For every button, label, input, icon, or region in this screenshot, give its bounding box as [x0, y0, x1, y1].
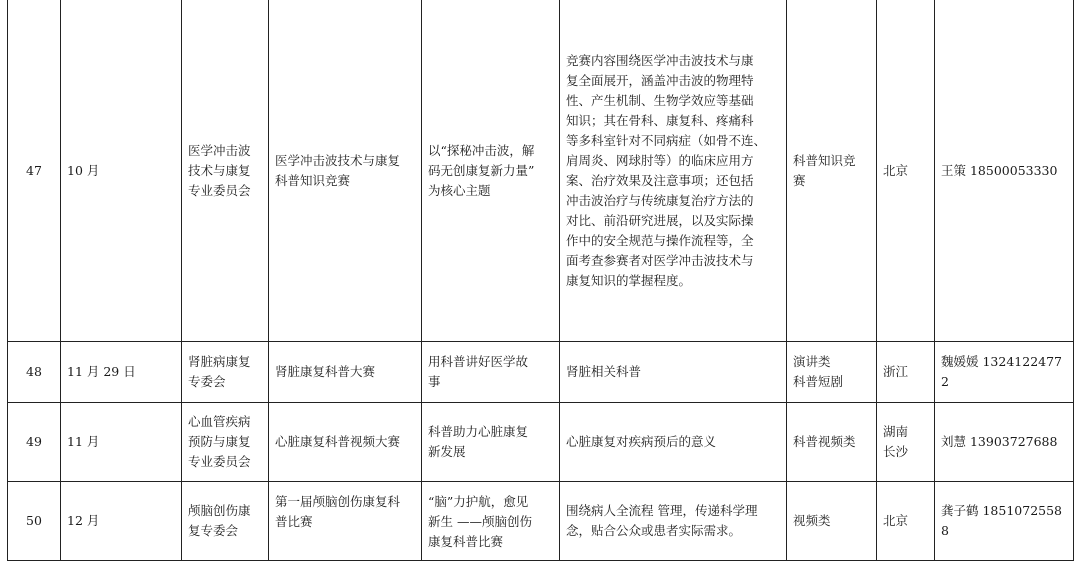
cell-content-line: 面考查参赛者对医学冲击波技术与: [566, 252, 754, 268]
cell-content-line: 围绕病人全流程 管理，传递科学理: [566, 503, 758, 518]
table-row: [8, 482, 1074, 561]
cell-content-line: 作中的安全规范与操作流程等，全: [566, 232, 754, 248]
cell-contact: 刘慧 13903727688: [935, 403, 1074, 482]
cell-content-line: 肩周炎、网球肘等）的临床应用方: [566, 152, 754, 168]
cell-content-line: 知识；其在骨科、康复科、疼痛科: [566, 112, 754, 128]
cell-location-line: 湖南: [883, 424, 909, 439]
cell-type-line: 赛: [793, 172, 806, 188]
cell-organizer-line: 技术与康复: [188, 162, 251, 178]
cell-content-line: 等多科室针对不同病症（如骨不连、: [566, 132, 767, 148]
cell-event-name-line: 心脏康复科普视频大赛: [275, 434, 401, 449]
cell-location: [877, 0, 935, 342]
cell-event-name: [269, 342, 422, 403]
cell-content: [560, 482, 787, 561]
cell-theme-line: 新发展: [428, 444, 466, 459]
cell-theme-line: 为核心主题: [428, 182, 491, 198]
cell-theme: [422, 482, 560, 561]
cell-content: [560, 0, 787, 342]
cell-type-line: 科普知识竞: [793, 152, 856, 168]
cell-theme-line: 用科普讲好医学故: [428, 354, 529, 369]
cell-content-line: 性、产生机制、生物学效应等基础: [566, 92, 754, 108]
cell-event-name-line: 普比赛: [275, 514, 313, 529]
cell-content-line: 对比、前沿研究进展，以及实际操: [566, 212, 754, 228]
cell-date: 11 月: [61, 403, 182, 482]
cell-theme-line: 码无创康复新力量”: [428, 162, 535, 178]
cell-organizer-line: 专业委员会: [188, 454, 251, 469]
cell-event-name-line: 医学冲击波技术与康复: [275, 152, 401, 168]
cell-type-line: 科普短剧: [793, 374, 844, 389]
cell-organizer: [182, 482, 269, 561]
cell-date: 10 月: [61, 0, 182, 342]
cell-content-line: 康复知识的掌握程度。: [566, 272, 692, 288]
cell-type-line: 科普视频类: [793, 434, 856, 449]
cell-type: [787, 482, 877, 561]
cell-event-name: [269, 0, 422, 342]
cell-content: [560, 403, 787, 482]
cell-event-name: [269, 403, 422, 482]
cell-date: 12 月: [61, 482, 182, 561]
cell-content-line: 冲击波治疗与传统康复治疗方法的: [566, 192, 754, 208]
cell-content-line: 心脏康复对疾病预后的意义: [566, 434, 717, 449]
activity-table: [7, 0, 1074, 561]
cell-content-line: 复全面展开，涵盖冲击波的物理特: [566, 72, 754, 88]
cell-type-line: 视频类: [793, 513, 831, 528]
cell-type: [787, 403, 877, 482]
cell-location-line: 北京: [883, 162, 909, 178]
cell-organizer-line: 颅脑创伤康: [188, 503, 251, 518]
cell-theme: [422, 0, 560, 342]
cell-type: [787, 0, 877, 342]
cell-location: [877, 403, 935, 482]
cell-content: [560, 342, 787, 403]
cell-content-line: 念，贴合公众或患者实际需求。: [566, 523, 742, 538]
cell-number: 50: [8, 482, 61, 561]
cell-theme-line: 新生 ——颅脑创伤: [428, 514, 532, 529]
cell-organizer-line: 医学冲击波: [188, 142, 251, 158]
cell-organizer: [182, 403, 269, 482]
cell-organizer-line: 专委会: [188, 374, 226, 389]
table-row: [8, 0, 1074, 342]
cell-organizer: [182, 0, 269, 342]
table-row: [8, 403, 1074, 482]
cell-organizer-line: 预防与康复: [188, 434, 251, 449]
cell-number: 48: [8, 342, 61, 403]
cell-organizer-line: 心血管疾病: [188, 414, 251, 429]
cell-theme-line: 事: [428, 374, 441, 389]
cell-theme-line: 科普助力心脏康复: [428, 424, 529, 439]
cell-type-line: 演讲类: [793, 354, 831, 369]
cell-organizer-line: 专业委员会: [188, 182, 251, 198]
cell-content-line: 肾脏相关科普: [566, 364, 642, 379]
cell-organizer-line: 肾脏病康复: [188, 354, 251, 369]
cell-contact: 魏媛媛 13241224772: [935, 342, 1074, 403]
cell-location: [877, 342, 935, 403]
cell-number: 49: [8, 403, 61, 482]
cell-event-name-line: 肾脏康复科普大赛: [275, 364, 376, 379]
cell-theme: [422, 342, 560, 403]
cell-location-line: 浙江: [883, 364, 909, 379]
cell-event-name-line: 第一届颅脑创伤康复科: [275, 494, 401, 509]
cell-contact: 王策 18500053330: [935, 0, 1074, 342]
table-row: [8, 342, 1074, 403]
cell-theme-line: 以“探秘冲击波，解: [428, 142, 535, 158]
table-body: [8, 0, 1074, 561]
cell-organizer: [182, 342, 269, 403]
cell-event-name-line: 科普知识竞赛: [275, 172, 351, 188]
cell-type: [787, 342, 877, 403]
cell-contact: 龚子鹤 18510725588: [935, 482, 1074, 561]
cell-date: 11 月 29 日: [61, 342, 182, 403]
cell-event-name: [269, 482, 422, 561]
cell-content-line: 竞赛内容围绕医学冲击波技术与康: [566, 52, 754, 68]
cell-content-line: 案、治疗效果及注意事项；还包括: [566, 172, 754, 188]
cell-location: [877, 482, 935, 561]
cell-location-line: 长沙: [883, 444, 909, 459]
cell-theme-line: “脑”力护航，愈见: [428, 494, 529, 509]
cell-number: 47: [8, 0, 61, 342]
cell-theme-line: 康复科普比赛: [428, 534, 504, 549]
cell-organizer-line: 复专委会: [188, 523, 239, 538]
cell-theme: [422, 403, 560, 482]
cell-location-line: 北京: [883, 513, 909, 528]
